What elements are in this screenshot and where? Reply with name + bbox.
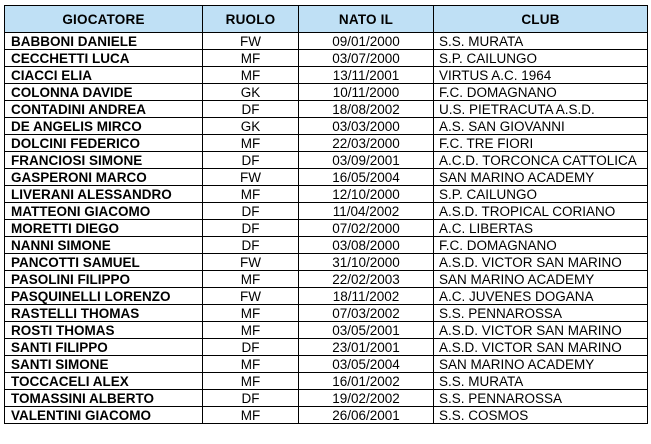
role-cell: GK [203, 118, 299, 135]
club-cell: A.S. SAN GIOVANNI [434, 118, 648, 135]
birth-date-cell: 23/01/2001 [299, 339, 434, 356]
player-name-cell: BABBONI DANIELE [5, 33, 203, 50]
table-row [5, 220, 648, 237]
club-cell: U.S. PIETRACUTA A.S.D. [434, 101, 648, 118]
role-cell: DF [203, 203, 299, 220]
birth-date-cell: 16/05/2004 [299, 169, 434, 186]
player-name-cell: VALENTINI GIACOMO [5, 407, 203, 424]
header-role: RUOLO [203, 6, 299, 33]
role-cell: FW [203, 33, 299, 50]
table-row [5, 356, 648, 373]
birth-date-cell: 22/03/2000 [299, 135, 434, 152]
role-cell: MF [203, 50, 299, 67]
club-cell: S.P. CAILUNGO [434, 186, 648, 203]
role-cell: MF [203, 186, 299, 203]
birth-date-cell: 09/01/2000 [299, 33, 434, 50]
birth-date-cell: 03/03/2000 [299, 118, 434, 135]
club-cell: A.C.D. TORCONCA CATTOLICA [434, 152, 648, 169]
birth-date-cell: 18/11/2002 [299, 288, 434, 305]
club-cell: VIRTUS A.C. 1964 [434, 67, 648, 84]
table-header [5, 6, 648, 33]
table-row [5, 84, 648, 101]
birth-date-cell: 16/01/2002 [299, 373, 434, 390]
player-name-cell: FRANCIOSI SIMONE [5, 152, 203, 169]
birth-date-cell: 03/08/2000 [299, 237, 434, 254]
club-cell: S.S. MURATA [434, 373, 648, 390]
role-cell: FW [203, 288, 299, 305]
table-row [5, 390, 648, 407]
table-row [5, 271, 648, 288]
club-cell: A.S.D. VICTOR SAN MARINO [434, 254, 648, 271]
club-cell: F.C. DOMAGNANO [434, 84, 648, 101]
player-name-cell: PANCOTTI SAMUEL [5, 254, 203, 271]
role-cell: MF [203, 322, 299, 339]
player-name-cell: DE ANGELIS MIRCO [5, 118, 203, 135]
table-row [5, 288, 648, 305]
table-row [5, 305, 648, 322]
role-cell: DF [203, 101, 299, 118]
roster-table [4, 5, 648, 424]
club-cell: F.C. DOMAGNANO [434, 237, 648, 254]
birth-date-cell: 19/02/2002 [299, 390, 434, 407]
player-name-cell: MATTEONI GIACOMO [5, 203, 203, 220]
club-cell: SAN MARINO ACADEMY [434, 356, 648, 373]
table-row [5, 152, 648, 169]
role-cell: MF [203, 67, 299, 84]
table-row [5, 407, 648, 424]
player-name-cell: NANNI SIMONE [5, 237, 203, 254]
player-name-cell: LIVERANI ALESSANDRO [5, 186, 203, 203]
birth-date-cell: 12/10/2000 [299, 186, 434, 203]
role-cell: MF [203, 356, 299, 373]
role-cell: MF [203, 407, 299, 424]
player-name-cell: CECCHETTI LUCA [5, 50, 203, 67]
player-name-cell: MORETTI DIEGO [5, 220, 203, 237]
player-name-cell: ROSTI THOMAS [5, 322, 203, 339]
club-cell: S.S. PENNAROSSA [434, 390, 648, 407]
player-name-cell: PASOLINI FILIPPO [5, 271, 203, 288]
birth-date-cell: 03/05/2004 [299, 356, 434, 373]
header-player: GIOCATORE [5, 6, 203, 33]
club-cell: F.C. TRE FIORI [434, 135, 648, 152]
player-name-cell: DOLCINI FEDERICO [5, 135, 203, 152]
role-cell: DF [203, 220, 299, 237]
player-name-cell: TOMASSINI ALBERTO [5, 390, 203, 407]
player-name-cell: TOCCACELI ALEX [5, 373, 203, 390]
player-name-cell: PASQUINELLI LORENZO [5, 288, 203, 305]
table-body [5, 33, 648, 424]
role-cell: MF [203, 373, 299, 390]
table-row [5, 339, 648, 356]
table-row [5, 67, 648, 84]
club-cell: SAN MARINO ACADEMY [434, 271, 648, 288]
role-cell: FW [203, 254, 299, 271]
role-cell: GK [203, 84, 299, 101]
birth-date-cell: 18/08/2002 [299, 101, 434, 118]
club-cell: S.S. MURATA [434, 33, 648, 50]
player-name-cell: CONTADINI ANDREA [5, 101, 203, 118]
table-row [5, 237, 648, 254]
header-club: CLUB [434, 6, 648, 33]
role-cell: DF [203, 390, 299, 407]
player-name-cell: SANTI SIMONE [5, 356, 203, 373]
role-cell: MF [203, 135, 299, 152]
club-cell: A.S.D. TROPICAL CORIANO [434, 203, 648, 220]
player-name-cell: COLONNA DAVIDE [5, 84, 203, 101]
birth-date-cell: 13/11/2001 [299, 67, 434, 84]
table-row [5, 118, 648, 135]
table-row [5, 203, 648, 220]
role-cell: MF [203, 271, 299, 288]
role-cell: MF [203, 305, 299, 322]
player-name-cell: SANTI FILIPPO [5, 339, 203, 356]
birth-date-cell: 22/02/2003 [299, 271, 434, 288]
table-row [5, 254, 648, 271]
table-row [5, 373, 648, 390]
table-row [5, 135, 648, 152]
club-cell: SAN MARINO ACADEMY [434, 169, 648, 186]
role-cell: DF [203, 339, 299, 356]
birth-date-cell: 11/04/2002 [299, 203, 434, 220]
club-cell: A.S.D. VICTOR SAN MARINO [434, 339, 648, 356]
club-cell: A.S.D. VICTOR SAN MARINO [434, 322, 648, 339]
club-cell: S.P. CAILUNGO [434, 50, 648, 67]
birth-date-cell: 03/05/2001 [299, 322, 434, 339]
header-born: NATO IL [299, 6, 434, 33]
role-cell: FW [203, 169, 299, 186]
table-row [5, 186, 648, 203]
header-row [5, 6, 648, 33]
player-name-cell: CIACCI ELIA [5, 67, 203, 84]
club-cell: S.S. COSMOS [434, 407, 648, 424]
role-cell: DF [203, 237, 299, 254]
table-row [5, 33, 648, 50]
birth-date-cell: 03/07/2000 [299, 50, 434, 67]
club-cell: A.C. JUVENES DOGANA [434, 288, 648, 305]
table-row [5, 50, 648, 67]
role-cell: DF [203, 152, 299, 169]
player-name-cell: RASTELLI THOMAS [5, 305, 203, 322]
table-row [5, 322, 648, 339]
club-cell: A.C. LIBERTAS [434, 220, 648, 237]
birth-date-cell: 07/03/2002 [299, 305, 434, 322]
birth-date-cell: 31/10/2000 [299, 254, 434, 271]
table-row [5, 169, 648, 186]
birth-date-cell: 03/09/2001 [299, 152, 434, 169]
table-row [5, 101, 648, 118]
birth-date-cell: 07/02/2000 [299, 220, 434, 237]
player-name-cell: GASPERONI MARCO [5, 169, 203, 186]
club-cell: S.S. PENNAROSSA [434, 305, 648, 322]
birth-date-cell: 10/11/2000 [299, 84, 434, 101]
birth-date-cell: 26/06/2001 [299, 407, 434, 424]
